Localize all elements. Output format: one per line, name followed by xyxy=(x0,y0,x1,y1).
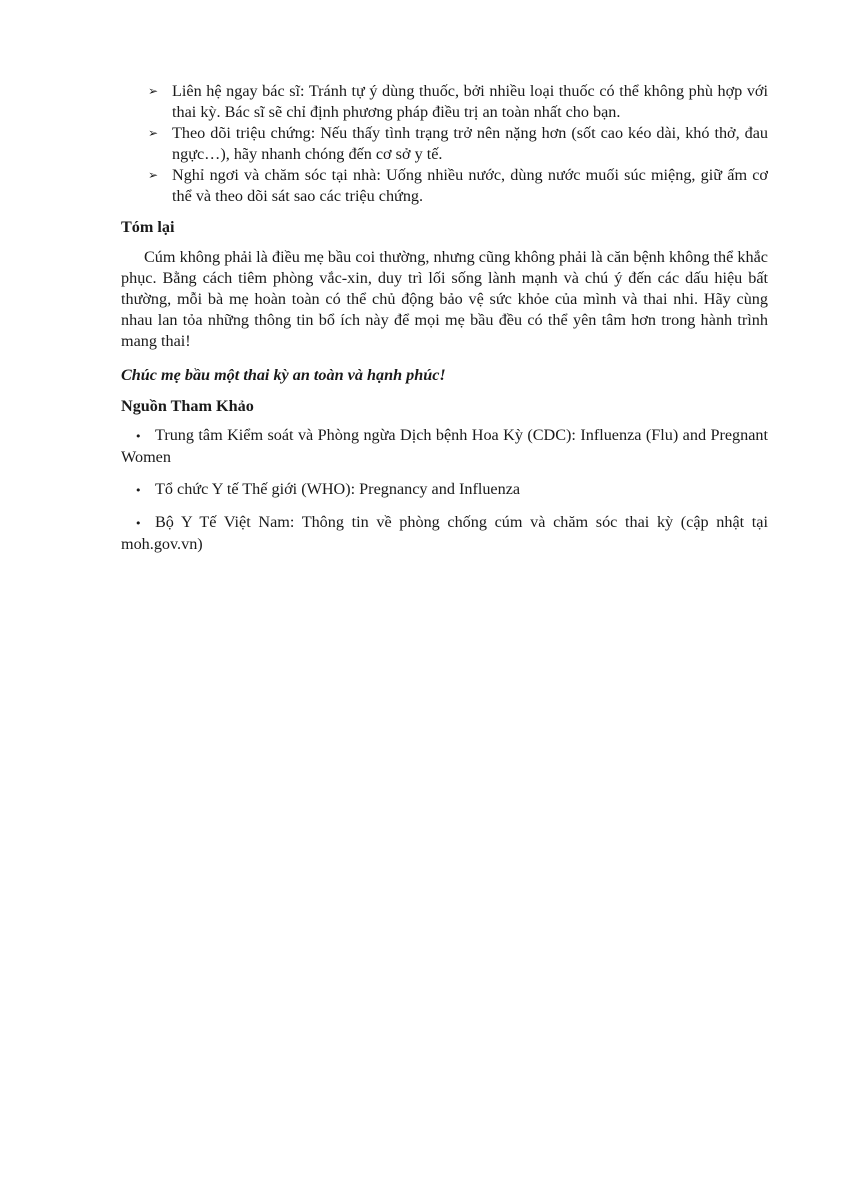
arrow-bullet-icon: ➢ xyxy=(148,126,159,140)
sources-heading: Nguồn Tham Khảo xyxy=(121,397,254,415)
advice-item-monitor-symptoms xyxy=(146,123,768,165)
source-text: Bộ Y Tế Việt Nam: Thông tin về phòng chống cúm và chăm sóc thai kỳ (cập nhật tại moh.gov.vn) xyxy=(121,513,768,553)
source-text: Trung tâm Kiểm soát và Phòng ngừa Dịch bệnh Hoa Kỳ (CDC): Influenza (Flu) and Pregnant Women xyxy=(121,426,768,466)
arrow-bullet-icon: ➢ xyxy=(148,168,159,182)
source-item-who xyxy=(121,479,768,501)
source-text: Tổ chức Y tế Thế giới (WHO): Pregnancy and Influenza xyxy=(155,480,521,498)
arrow-bullet-icon: ➢ xyxy=(148,84,159,98)
summary-paragraph: Cúm không phải là điều mẹ bầu coi thường, nhưng cũng không phải là căn bệnh không thể khắc phục. Bằng cách tiêm phòng vắc-xin, duy trì lối sống lành mạnh và chú ý đến các dấu hiệu bất thường, mỗi bà mẹ hoàn toàn có thể chủ động bảo vệ sức khỏe của mình và thai nhi. Hãy cùng nhau lan tỏa những thông tin bổ ích này để mọi mẹ bầu đều có thể yên tâm hơn trong hành trình mang thai! xyxy=(121,248,768,350)
advice-text: Theo dõi triệu chứng: Nếu thấy tình trạng trở nên nặng hơn (sốt cao kéo dài, khó thở, đau ngực…), hãy nhanh chóng đến cơ sở y tế. xyxy=(172,124,768,163)
bullet-icon: • xyxy=(135,517,142,530)
summary-heading: Tóm lại xyxy=(121,218,175,236)
advice-text: Nghỉ ngơi và chăm sóc tại nhà: Uống nhiều nước, dùng nước muối súc miệng, giữ ấm cơ thể và theo dõi sát sao các triệu chứng. xyxy=(172,166,768,205)
advice-item-rest-at-home xyxy=(146,165,768,207)
bullet-icon: • xyxy=(135,430,142,443)
sources-list xyxy=(121,425,768,566)
bullet-icon: • xyxy=(135,484,142,497)
advice-list xyxy=(146,81,768,207)
closing-wish: Chúc mẹ bầu một thai kỳ an toàn và hạnh phúc! xyxy=(121,366,446,384)
advice-item-contact-doctor xyxy=(146,81,768,123)
source-item-moh xyxy=(121,512,768,555)
source-item-cdc xyxy=(121,425,768,468)
advice-text: Liên hệ ngay bác sĩ: Tránh tự ý dùng thuốc, bởi nhiều loại thuốc có thể không phù hợp với thai kỳ. Bác sĩ sẽ chỉ định phương pháp điều trị an toàn nhất cho bạn. xyxy=(172,82,768,121)
